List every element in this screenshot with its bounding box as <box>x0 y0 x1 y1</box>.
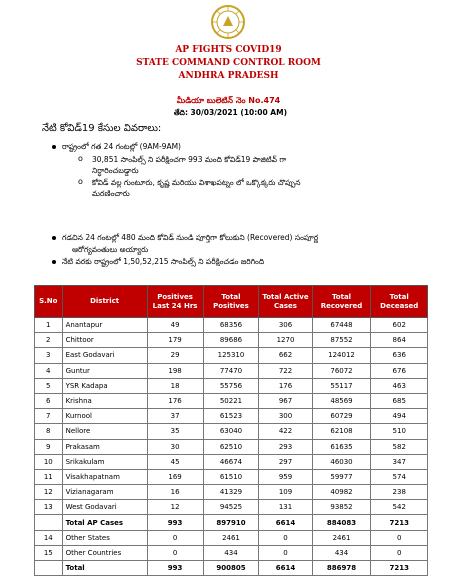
sub-bullet-icon: o <box>78 177 83 186</box>
cell-active-cases: 1270 <box>259 333 312 348</box>
cell-total-deceased: 685 <box>371 393 428 408</box>
cell-district: West Godavari <box>62 500 147 515</box>
cell-sno: 12 <box>35 485 63 500</box>
cell-active-cases: 6614 <box>259 561 312 576</box>
cell-positives-24h: 35 <box>147 424 203 439</box>
cell-total-positives: 61523 <box>203 409 259 424</box>
cell-positives-24h: 0 <box>147 545 203 560</box>
cell-sno: 11 <box>35 469 63 484</box>
cell-district: Kurnool <box>62 409 147 424</box>
cell-district: Srikakulam <box>62 454 147 469</box>
cell-total-recovered: 62108 <box>312 424 371 439</box>
table-body <box>35 318 428 576</box>
cell-positives-24h: 18 <box>147 378 203 393</box>
table-row <box>35 409 428 424</box>
cell-positives-24h: 169 <box>147 469 203 484</box>
col-header-positives-24h: Positives Last 24 Hrs <box>147 286 203 318</box>
cell-total-recovered: 60729 <box>312 409 371 424</box>
bullet-1-sub-1b: నిర్ధారించబడ్డారు <box>92 166 139 175</box>
cell-total-recovered: 46030 <box>312 454 371 469</box>
table-row <box>35 454 428 469</box>
cell-total-positives: 62510 <box>203 439 259 454</box>
table-row <box>35 378 428 393</box>
cell-total-deceased: 676 <box>371 363 428 378</box>
cell-total-recovered: 67448 <box>312 318 371 333</box>
cell-total-recovered: 55117 <box>312 378 371 393</box>
bullet-1-sub-2b: మరణించారు <box>92 189 130 198</box>
cell-positives-24h: 37 <box>147 409 203 424</box>
cell-positives-24h: 176 <box>147 393 203 408</box>
bullet-2a: గడచిన 24 గంటల్లో 480 మంది కోవిడ్ నుండి పూర్తిగా కోలుకుని (Recovered) సంపూర్ణ <box>62 233 319 242</box>
cell-active-cases: 959 <box>259 469 312 484</box>
cell-total-deceased: 574 <box>371 469 428 484</box>
cell-total-positives: 94525 <box>203 500 259 515</box>
cell-positives-24h: 29 <box>147 348 203 363</box>
header-line-3: ANDHRA PRADESH <box>178 71 279 81</box>
cell-total-recovered: 61635 <box>312 439 371 454</box>
cell-total-deceased: 542 <box>371 500 428 515</box>
cell-sno <box>35 561 63 576</box>
col-header-active-cases: Total Active Cases <box>259 286 312 318</box>
bullet-1-sub-1a: 30,851 సాంపిల్స్ ని పరీక్షించగా 993 మంది కోవిడ్19 పాజిటివ్ గా <box>92 155 287 164</box>
table-row <box>35 545 428 560</box>
cell-total-deceased: 636 <box>371 348 428 363</box>
cell-sno: 5 <box>35 378 63 393</box>
cell-positives-24h: 198 <box>147 363 203 378</box>
table-row <box>35 469 428 484</box>
bullet-1: రాష్ట్రంలో గత 24 గంటల్లో (9AM-9AM) <box>62 142 181 151</box>
cell-total-recovered: 93852 <box>312 500 371 515</box>
table-row <box>35 318 428 333</box>
cell-total-positives: 897910 <box>203 515 259 530</box>
table-row <box>35 485 428 500</box>
cell-total-deceased: 494 <box>371 409 428 424</box>
ap-emblem-icon <box>210 4 246 40</box>
cell-active-cases: 109 <box>259 485 312 500</box>
cell-sno: 14 <box>35 530 63 545</box>
cell-total-recovered: 40982 <box>312 485 371 500</box>
cell-district: Anantapur <box>62 318 147 333</box>
cell-total-recovered: 76072 <box>312 363 371 378</box>
bullet-dot <box>52 236 56 240</box>
cell-total-positives: 61510 <box>203 469 259 484</box>
cell-total-recovered: 87552 <box>312 333 371 348</box>
cell-total-positives: 434 <box>203 545 259 560</box>
cell-sno: 7 <box>35 409 63 424</box>
cell-total-deceased: 864 <box>371 333 428 348</box>
table-row <box>35 333 428 348</box>
bulletin-date: తేది: 30/03/2021 (10:00 AM) <box>173 108 287 117</box>
cell-total-deceased: 7213 <box>371 561 428 576</box>
cell-active-cases: 293 <box>259 439 312 454</box>
cell-district: YSR Kadapa <box>62 378 147 393</box>
bullet-dot <box>52 145 56 149</box>
section-heading: నేటి కోవిడ్19 కేసుల వివరాలు: <box>42 123 162 134</box>
cell-sno: 2 <box>35 333 63 348</box>
cell-active-cases: 967 <box>259 393 312 408</box>
cell-total-positives: 2461 <box>203 530 259 545</box>
col-header-total-positives: Total Positives <box>203 286 259 318</box>
cell-total-positives: 55756 <box>203 378 259 393</box>
cell-total-deceased: 0 <box>371 530 428 545</box>
table-row <box>35 439 428 454</box>
cell-total-recovered: 886978 <box>312 561 371 576</box>
cell-total-deceased: 7213 <box>371 515 428 530</box>
cell-positives-24h: 30 <box>147 439 203 454</box>
col-header-total-recovered: Total Recovered <box>312 286 371 318</box>
cell-total-deceased: 347 <box>371 454 428 469</box>
cell-sno: 13 <box>35 500 63 515</box>
cell-sno: 4 <box>35 363 63 378</box>
cell-positives-24h: 45 <box>147 454 203 469</box>
cell-sno <box>35 515 63 530</box>
cell-active-cases: 300 <box>259 409 312 424</box>
cell-positives-24h: 12 <box>147 500 203 515</box>
cell-sno: 8 <box>35 424 63 439</box>
cell-district: Nellore <box>62 424 147 439</box>
cell-district: Total AP Cases <box>62 515 147 530</box>
sub-bullet-icon: o <box>78 154 83 163</box>
cell-total-positives: 125310 <box>203 348 259 363</box>
cell-total-recovered: 59977 <box>312 469 371 484</box>
cell-total-recovered: 434 <box>312 545 371 560</box>
header-line-2: STATE COMMAND CONTROL ROOM <box>136 58 321 68</box>
cell-district: Visakhapatnam <box>62 469 147 484</box>
cell-district: Other Countries <box>62 545 147 560</box>
table-row <box>35 530 428 545</box>
cell-active-cases: 131 <box>259 500 312 515</box>
cell-total-positives: 900805 <box>203 561 259 576</box>
cell-active-cases: 422 <box>259 424 312 439</box>
col-header-district: District <box>62 286 147 318</box>
table-row <box>35 348 428 363</box>
cell-active-cases: 176 <box>259 378 312 393</box>
cell-total-recovered: 48569 <box>312 393 371 408</box>
cell-positives-24h: 0 <box>147 530 203 545</box>
cell-active-cases: 0 <box>259 530 312 545</box>
cell-district: Prakasam <box>62 439 147 454</box>
col-header-total-deceased: Total Deceased <box>371 286 428 318</box>
bullet-1-sub-2a: కోవిడ్ వల్ల గుంటూరు, కృష్ణ మరియు విశాఖపట్నం లో ఒక్కొక్కరు చొప్పున <box>92 178 301 187</box>
district-cases-table <box>34 285 428 576</box>
table-header-row <box>35 286 428 318</box>
table-row <box>35 363 428 378</box>
table-row <box>35 424 428 439</box>
cell-district: Vizianagaram <box>62 485 147 500</box>
cell-total-deceased: 463 <box>371 378 428 393</box>
cell-positives-24h: 993 <box>147 515 203 530</box>
cell-sno: 9 <box>35 439 63 454</box>
table-row <box>35 500 428 515</box>
cell-positives-24h: 49 <box>147 318 203 333</box>
cell-positives-24h: 16 <box>147 485 203 500</box>
cell-total-recovered: 884083 <box>312 515 371 530</box>
table-row <box>35 393 428 408</box>
cell-district: Guntur <box>62 363 147 378</box>
cell-positives-24h: 179 <box>147 333 203 348</box>
bullet-3: నేటి వరకు రాష్ట్రంలో 1,50,52,215 సాంపిల్స్ ని పరీక్షించడం జరిగింది <box>62 257 265 266</box>
cell-district: Chittoor <box>62 333 147 348</box>
cell-total-deceased: 582 <box>371 439 428 454</box>
cell-sno: 1 <box>35 318 63 333</box>
cell-total-positives: 63040 <box>203 424 259 439</box>
cell-total-positives: 77470 <box>203 363 259 378</box>
cell-total-positives: 46674 <box>203 454 259 469</box>
cell-active-cases: 6614 <box>259 515 312 530</box>
cell-total-positives: 89686 <box>203 333 259 348</box>
cell-active-cases: 662 <box>259 348 312 363</box>
cell-total-deceased: 602 <box>371 318 428 333</box>
cell-total-recovered: 124012 <box>312 348 371 363</box>
table-row <box>35 561 428 576</box>
cell-district: Other States <box>62 530 147 545</box>
header-line-1: AP FIGHTS COVID19 <box>175 45 282 55</box>
cell-district: Total <box>62 561 147 576</box>
cell-total-positives: 50221 <box>203 393 259 408</box>
bullet-dot <box>52 260 56 264</box>
cell-sno: 3 <box>35 348 63 363</box>
cell-positives-24h: 993 <box>147 561 203 576</box>
cell-sno: 10 <box>35 454 63 469</box>
cell-total-positives: 41329 <box>203 485 259 500</box>
cell-active-cases: 0 <box>259 545 312 560</box>
cell-total-recovered: 2461 <box>312 530 371 545</box>
cell-total-positives: 68356 <box>203 318 259 333</box>
bullet-2b: ఆరోగ్యవంతులు అయ్యారు <box>72 245 149 254</box>
cell-total-deceased: 0 <box>371 545 428 560</box>
bulletin-number: మీడియా బులెటిన్ నెం No.474 <box>176 96 281 105</box>
cell-total-deceased: 510 <box>371 424 428 439</box>
cell-active-cases: 306 <box>259 318 312 333</box>
cell-active-cases: 297 <box>259 454 312 469</box>
col-header-sno: S.No <box>35 286 63 318</box>
cell-sno: 6 <box>35 393 63 408</box>
cell-district: Krishna <box>62 393 147 408</box>
cell-sno: 15 <box>35 545 63 560</box>
cell-district: East Godavari <box>62 348 147 363</box>
cell-total-deceased: 238 <box>371 485 428 500</box>
table-row <box>35 515 428 530</box>
cell-active-cases: 722 <box>259 363 312 378</box>
